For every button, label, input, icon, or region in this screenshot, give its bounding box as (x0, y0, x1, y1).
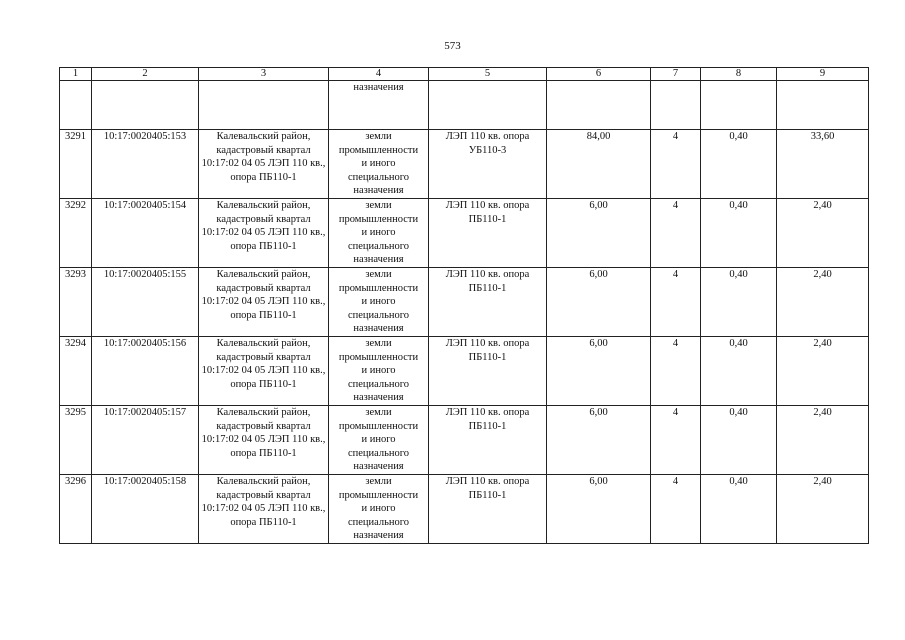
column-header-8: 8 (701, 68, 777, 81)
column-9-cell: 2,40 (777, 406, 869, 475)
cadastral-number-cell: 10:17:0020405:153 (92, 130, 199, 199)
land-category-line: специального (347, 516, 410, 528)
page-number: 573 (444, 40, 461, 52)
land-category-line: земли (365, 131, 392, 142)
land-category-line: назначения (353, 185, 404, 197)
land-category-line: промышленности (338, 144, 419, 156)
column-7-cell: 4 (651, 475, 701, 544)
land-category-line: назначения (353, 254, 404, 266)
column-number-header-row (60, 68, 869, 81)
column-7-cell: 4 (651, 406, 701, 475)
object-cell: ЛЭП 110 кв. опора ПБ110-1 (429, 406, 547, 475)
column-9-cell: 2,40 (777, 199, 869, 268)
location-cell: Калевальский район, кадастровый квартал 10:17:02 04 05 ЛЭП 110 кв., опора ПБ110-1 (199, 130, 329, 199)
table-cell (651, 81, 701, 130)
land-category-line: и иного (361, 296, 396, 308)
area-cell: 84,00 (547, 130, 651, 199)
table-row (60, 337, 869, 406)
row-number-cell: 3294 (60, 337, 92, 406)
column-8-cell: 0,40 (701, 475, 777, 544)
column-header-5: 5 (429, 68, 547, 81)
table-cell (92, 81, 199, 130)
object-cell: ЛЭП 110 кв. опора УБ110-3 (429, 130, 547, 199)
land-category-line: и иного (361, 227, 396, 239)
continued-category-cell: назначения (329, 81, 429, 130)
column-8-cell: 0,40 (701, 337, 777, 406)
land-register-table (59, 67, 869, 544)
land-category-line: специального (347, 171, 410, 183)
location-cell: Калевальский район, кадастровый квартал 10:17:02 04 05 ЛЭП 110 кв., опора ПБ110-1 (199, 475, 329, 544)
column-8-cell: 0,40 (701, 130, 777, 199)
continuation-row (60, 81, 869, 130)
table-row (60, 406, 869, 475)
table-row (60, 130, 869, 199)
row-number-cell: 3293 (60, 268, 92, 337)
cadastral-number-cell: 10:17:0020405:154 (92, 199, 199, 268)
land-category-line: промышленности (338, 351, 419, 363)
column-header-4: 4 (329, 68, 429, 81)
table-row (60, 475, 869, 544)
land-category-line: земли (365, 269, 392, 280)
column-header-1: 1 (60, 68, 92, 81)
land-category-cell (329, 268, 429, 337)
land-category-line: промышленности (338, 420, 419, 432)
object-cell: ЛЭП 110 кв. опора ПБ110-1 (429, 475, 547, 544)
land-category-cell (329, 337, 429, 406)
land-category-line: промышленности (338, 213, 419, 225)
land-category-line: и иного (361, 434, 396, 446)
land-category-line: промышленности (338, 282, 419, 294)
cadastral-number-cell: 10:17:0020405:158 (92, 475, 199, 544)
land-category-cell (329, 406, 429, 475)
location-cell: Калевальский район, кадастровый квартал 10:17:02 04 05 ЛЭП 110 кв., опора ПБ110-1 (199, 199, 329, 268)
row-number-cell: 3291 (60, 130, 92, 199)
object-cell: ЛЭП 110 кв. опора ПБ110-1 (429, 268, 547, 337)
column-9-cell: 2,40 (777, 268, 869, 337)
cadastral-number-cell: 10:17:0020405:156 (92, 337, 199, 406)
object-cell: ЛЭП 110 кв. опора ПБ110-1 (429, 199, 547, 268)
location-cell: Калевальский район, кадастровый квартал 10:17:02 04 05 ЛЭП 110 кв., опора ПБ110-1 (199, 406, 329, 475)
column-9-cell: 2,40 (777, 337, 869, 406)
column-header-6: 6 (547, 68, 651, 81)
land-category-line: земли (365, 407, 392, 418)
table-row (60, 268, 869, 337)
column-7-cell: 4 (651, 130, 701, 199)
land-category-line: назначения (353, 530, 404, 542)
table-cell (701, 81, 777, 130)
land-category-line: и иного (361, 365, 396, 377)
land-category-line: и иного (361, 503, 396, 515)
land-category-line: и иного (361, 158, 396, 170)
table-cell (199, 81, 329, 130)
land-category-line: специального (347, 240, 410, 252)
column-9-cell: 2,40 (777, 475, 869, 544)
land-category-line: специального (347, 447, 410, 459)
column-header-7: 7 (651, 68, 701, 81)
row-number-cell: 3295 (60, 406, 92, 475)
column-8-cell: 0,40 (701, 268, 777, 337)
area-cell: 6,00 (547, 268, 651, 337)
land-category-line: назначения (353, 392, 404, 404)
land-category-cell (329, 475, 429, 544)
land-category-line: земли (365, 476, 392, 487)
land-category-line: промышленности (338, 489, 419, 501)
location-cell: Калевальский район, кадастровый квартал 10:17:02 04 05 ЛЭП 110 кв., опора ПБ110-1 (199, 337, 329, 406)
table-row (60, 199, 869, 268)
column-header-3: 3 (199, 68, 329, 81)
cadastral-number-cell: 10:17:0020405:157 (92, 406, 199, 475)
land-category-cell (329, 130, 429, 199)
table-cell (547, 81, 651, 130)
column-8-cell: 0,40 (701, 199, 777, 268)
column-7-cell: 4 (651, 199, 701, 268)
column-9-cell: 33,60 (777, 130, 869, 199)
column-7-cell: 4 (651, 337, 701, 406)
column-header-2: 2 (92, 68, 199, 81)
area-cell: 6,00 (547, 475, 651, 544)
row-number-cell: 3296 (60, 475, 92, 544)
land-category-line: специального (347, 378, 410, 390)
land-category-line: земли (365, 338, 392, 349)
column-8-cell: 0,40 (701, 406, 777, 475)
land-category-line: специального (347, 309, 410, 321)
table-cell (429, 81, 547, 130)
location-cell: Калевальский район, кадастровый квартал 10:17:02 04 05 ЛЭП 110 кв., опора ПБ110-1 (199, 268, 329, 337)
column-7-cell: 4 (651, 268, 701, 337)
column-header-9: 9 (777, 68, 869, 81)
table-cell (777, 81, 869, 130)
area-cell: 6,00 (547, 406, 651, 475)
land-category-cell (329, 199, 429, 268)
row-number-cell: 3292 (60, 199, 92, 268)
cadastral-number-cell: 10:17:0020405:155 (92, 268, 199, 337)
land-category-line: назначения (353, 461, 404, 473)
land-category-line: земли (365, 200, 392, 211)
area-cell: 6,00 (547, 337, 651, 406)
area-cell: 6,00 (547, 199, 651, 268)
table-cell (60, 81, 92, 130)
object-cell: ЛЭП 110 кв. опора ПБ110-1 (429, 337, 547, 406)
land-category-line: назначения (353, 323, 404, 335)
